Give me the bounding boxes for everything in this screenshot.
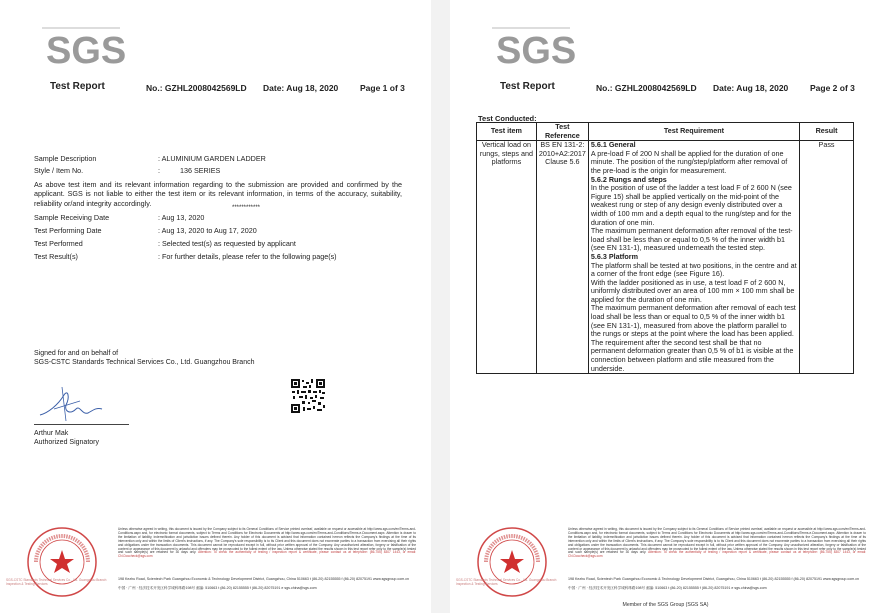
cell-test-reference: BS EN 131-2: 2010+A2:2017 Clause 5.6 (536, 141, 588, 374)
applicant-statement: As above test item and its relevant information regarding to the submission are provided and confirmed by the applicant. SGS is not liable to either the test item or its relevant information, in terms of the accuracy, suitability, reliability or/and integrity accordingly. (34, 180, 402, 208)
page-footer (450, 520, 881, 613)
req-text: The maximum permanent deformation after removal of each test load shall be less than or equal to 0,5 % of the inner width b1 (see EN 131-1), measured from above the platform parallel to the rungs or steps at the point where the load has been applied. The requirement after the second test shall be that no permanent deformation greater than 0,5 % of b1 is visible at the connection between platform and stile measured from the underside. (590, 303, 796, 373)
sgs-logo (40, 24, 127, 72)
report-title: Test Report (50, 81, 105, 92)
signature-image (36, 385, 106, 425)
separator-stars: ************ (232, 205, 261, 211)
test-conducted-title: Test Conducted: (478, 114, 537, 123)
req-text: With the ladder positioned as in use, a test load F of 2 600 N, uniformly distributed over an area of 100 mm × 100 mm shall be applied for the duration of one min. (590, 277, 795, 304)
req-heading-rungs: 5.6.2 Rungs and steps (590, 174, 667, 184)
report-date: Date: Aug 18, 2020 (713, 83, 789, 93)
sgs-logo-text: SGS (496, 30, 577, 72)
req-text: In the position of use of the ladder a test load F of 2 600 N (see Figure 15) shall be applied vertically on the mid-point of the weakest rung or step of any design evenly distributed over a width of 100 mm and a depth equal to the rung/step and for the duration of one min. (590, 183, 792, 227)
seal-caption: SGS-CSTC Standards Technical Services Co., Ltd. Guangzhou Branch Inspection & Testing Services (456, 578, 557, 586)
address-chinese: 中国 · 广州 · 经济技术开发区科学城科珠路198号 邮编: 510663 t (86-20) 82155555 f (86-20) 82075191 e sgs.china@sgs.com (568, 586, 767, 590)
header-test-requirement: Test Requirement (588, 123, 799, 141)
signed-on-behalf: Signed for and on behalf of SGS-CSTC Standards Technical Services Co., Ltd. Guangzhou Branch (34, 350, 255, 366)
req-text: A pre-load F of 200 N shall be applied for the duration of one minute. The position of the rung/step/platform after removal of the pre-load is the origin for measurement. (590, 148, 788, 175)
page-gap (431, 0, 450, 613)
test-conducted-table (476, 122, 854, 374)
req-text: The platform shall be tested at two positions, in the centre and at a corner of the front edge (see Figure 16). (590, 260, 797, 279)
header-test-item: Test item (477, 123, 537, 141)
header-result: Result (800, 123, 854, 141)
sgs-logo (490, 24, 577, 72)
report-date: Date: Aug 18, 2020 (263, 83, 339, 93)
table-row (477, 141, 854, 374)
signature-line (34, 424, 129, 425)
req-heading-platform: 5.6.3 Platform (590, 251, 638, 261)
seal-caption: SGS-CSTC Standards Technical Services Co., Ltd. Guangzhou Branch Inspection & Testing Services (6, 578, 107, 586)
disclaimer-text: Unless otherwise agreed in writing, this document is issued by the Company subject to its General Conditions of Service printed overleaf, available on request or accessible at http://www.sgs.com/en/Terms-and-Conditions.aspx and, for electronic format documents, subject to Terms and Conditions for Electronic Documents at http://www.sgs.com/en/Terms-and-Conditions/Terms-e-Document.aspx. Attention is drawn to the limitation of liability, indemnification and jurisdiction issues defined therein. Any holder of this document is advised that information contained hereon reflects the Company's findings at the time of its intervention only and within the limits of Client's instructions, if any. The Company's sole responsibility is to its Client and this document does not exonerate parties to a transaction from exercising all their rights and obligations under the transaction documents. This document cannot be reproduced except in full, without prior written approval of the Company. Any unauthorized alteration, forgery or falsification of the content or appearance of this document is unlawful and offenders may be prosecuted to the fullest extent of the law. Unless otherwise stated the results shown in this test report refer only to the sample(s) tested and such sample(s) are retained for 30 days only. Attention: To check the authenticity of testing / inspection report & certificate, please contact us at telephone: (86-755) 8307 1443, or email: CN.Doccheck@sgs.com (118, 527, 416, 559)
qr-code (290, 378, 326, 414)
address-english: 198 Kezhu Road, Scientech Park Guangzhou Economic & Technology Development District, Guangzhou, China 510663 t (86-20) 82155555 f (86-20) 82075191 www.sgsgroup.com.cn (568, 577, 860, 581)
report-page-1: SGS Test Report No.: GZHL2008042569LD Date: Aug 18, 2020 Page 1 of 3 Sample Description : ALUMINIUM GARDEN LADDER Style / Item No. : 136 SERIES As above test item and its relevant information regarding to the submission are provided and confirmed by the applicant. SGS is not liable to either the test item or its relevant information, in terms of the accuracy, suitability, reliability or/and integrity accordingly. ************ Sample Receiving Date : Aug 13, 2020 Test Performing Date : Aug 13, 2020 to Aug 17, 2020 Test Performed : Selected test(s) as requested by applicant Test Result(s) : For further details, please refer to the following page(s) Signed for and on behalf of SGS-CSTC Standards Technical Services Co., Ltd. Guangzhou Branch Arthur Mak Authorized Signatory SGS-CSTC Standards Technical Services Co., Ltd. Guangzhou Branch Inspection & Testing Services Unless otherwise agreed in writing, this document is issued by the Company subject to its General Conditions of Service printed overleaf, available on request or accessible at http://www.sgs.com/en/Terms-and-Conditions.aspx and, for electronic format documents, subject to Terms and Conditions for Electronic Documents at http://www.sgs.com/en/Terms-and-Conditions/Terms-e-Document.aspx. Attention is drawn to the limitation of liability, indemnification and jurisdiction issues defined therein. Any holder of this document is advised that information contained hereon reflects the Company's findings at the time of its intervention only and within the limits of Client's instructions, if any. The Company's sole responsibility is to its Client and this document does not exonerate parties to a transaction from exercising all their rights and obligations under the transaction documents. This document cannot be reproduced except in full, without prior written approval of the Company. Any unauthorized alteration, forgery or falsification of the content or appearance of this document is unlawful and offenders may be prosecuted to the fullest extent of the law. Unless otherwise stated the results shown in this test report refer only to the sample(s) tested and such sample(s) are retained for 30 days only. Attention: To check the authenticity of testing / inspection report & certificate, please contact us at telephone: (86-755) 8307 1443, or email: CN.Doccheck@sgs.com 198 Kezhu Road, Scientech Park Guangzhou Economic & Technology Development District, Guangzhou, China 510663 t (86-20) 82155555 f (86-20) 82075191 www.sgsgroup.com.cn 中国 · 广州 · 经济技术开发区科学城科珠路198号 邮编: 510663 t (86-20) 82155555 f (86-20) 82075191 e sgs.china@sgs.com (0, 0, 431, 613)
req-text: The maximum permanent deformation after removal of the test-load shall be less than or equal to 0,5 % of the inner width b1 (see EN 131-1), measured underneath the tested step. (590, 226, 793, 253)
sgs-seal-icon (26, 526, 98, 598)
page-number: Page 2 of 3 (810, 83, 855, 93)
req-heading-general: 5.6.1 General (590, 140, 636, 150)
disclaimer-text: Unless otherwise agreed in writing, this document is issued by the Company subject to its General Conditions of Service printed overleaf, available on request or accessible at http://www.sgs.com/en/Terms-and-Conditions.aspx and, for electronic format documents, subject to Terms and Conditions for Electronic Documents at http://www.sgs.com/en/Terms-and-Conditions/Terms-e-Document.aspx. Attention is drawn to the limitation of liability, indemnification and jurisdiction issues defined therein. Any holder of this document is advised that information contained hereon reflects the Company's findings at the time of its intervention only and within the limits of Client's instructions, if any. The Company's sole responsibility is to its Client and this document does not exonerate parties to a transaction from exercising all their rights and obligations under the transaction documents. This document cannot be reproduced except in full, without prior written approval of the Company. Any unauthorized alteration, forgery or falsification of the content or appearance of this document is unlawful and offenders may be prosecuted to the fullest extent of the law. Unless otherwise stated the results shown in this test report refer only to the sample(s) tested and such sample(s) are retained for 30 days only. Attention: To check the authenticity of testing / inspection report & certificate, please contact us at telephone: (86-755) 8307 1443, or email: CN.Doccheck@sgs.com (568, 527, 866, 559)
sgs-seal-icon (476, 526, 548, 598)
page-number: Page 1 of 3 (360, 83, 405, 93)
sgs-logo-text: SGS (46, 30, 127, 72)
member-of-sgs-group: Member of the SGS Group (SGS SA) (622, 602, 709, 608)
cell-result: Pass (800, 141, 854, 374)
address-english: 198 Kezhu Road, Scientech Park Guangzhou Economic & Technology Development District, Guangzhou, China 510663 t (86-20) 82155555 f (86-20) 82075191 www.sgsgroup.com.cn (118, 577, 410, 581)
report-header (450, 81, 881, 95)
report-number: No.: GZHL2008042569LD (146, 83, 247, 93)
table-header-row (477, 123, 854, 141)
page-footer (0, 520, 431, 613)
signatory: Arthur Mak Authorized Signatory (34, 430, 99, 446)
address-chinese: 中国 · 广州 · 经济技术开发区科学城科珠路198号 邮编: 510663 t (86-20) 82155555 f (86-20) 82075191 e sgs.china@sgs.com (118, 586, 317, 590)
report-title: Test Report (500, 81, 555, 92)
header-test-reference: Test Reference (536, 123, 588, 141)
cell-test-requirement (588, 141, 799, 374)
report-page-2 (450, 0, 881, 613)
report-number: No.: GZHL2008042569LD (596, 83, 697, 93)
cell-test-item: Vertical load on rungs, steps and platforms (477, 141, 537, 374)
report-header (0, 81, 431, 95)
